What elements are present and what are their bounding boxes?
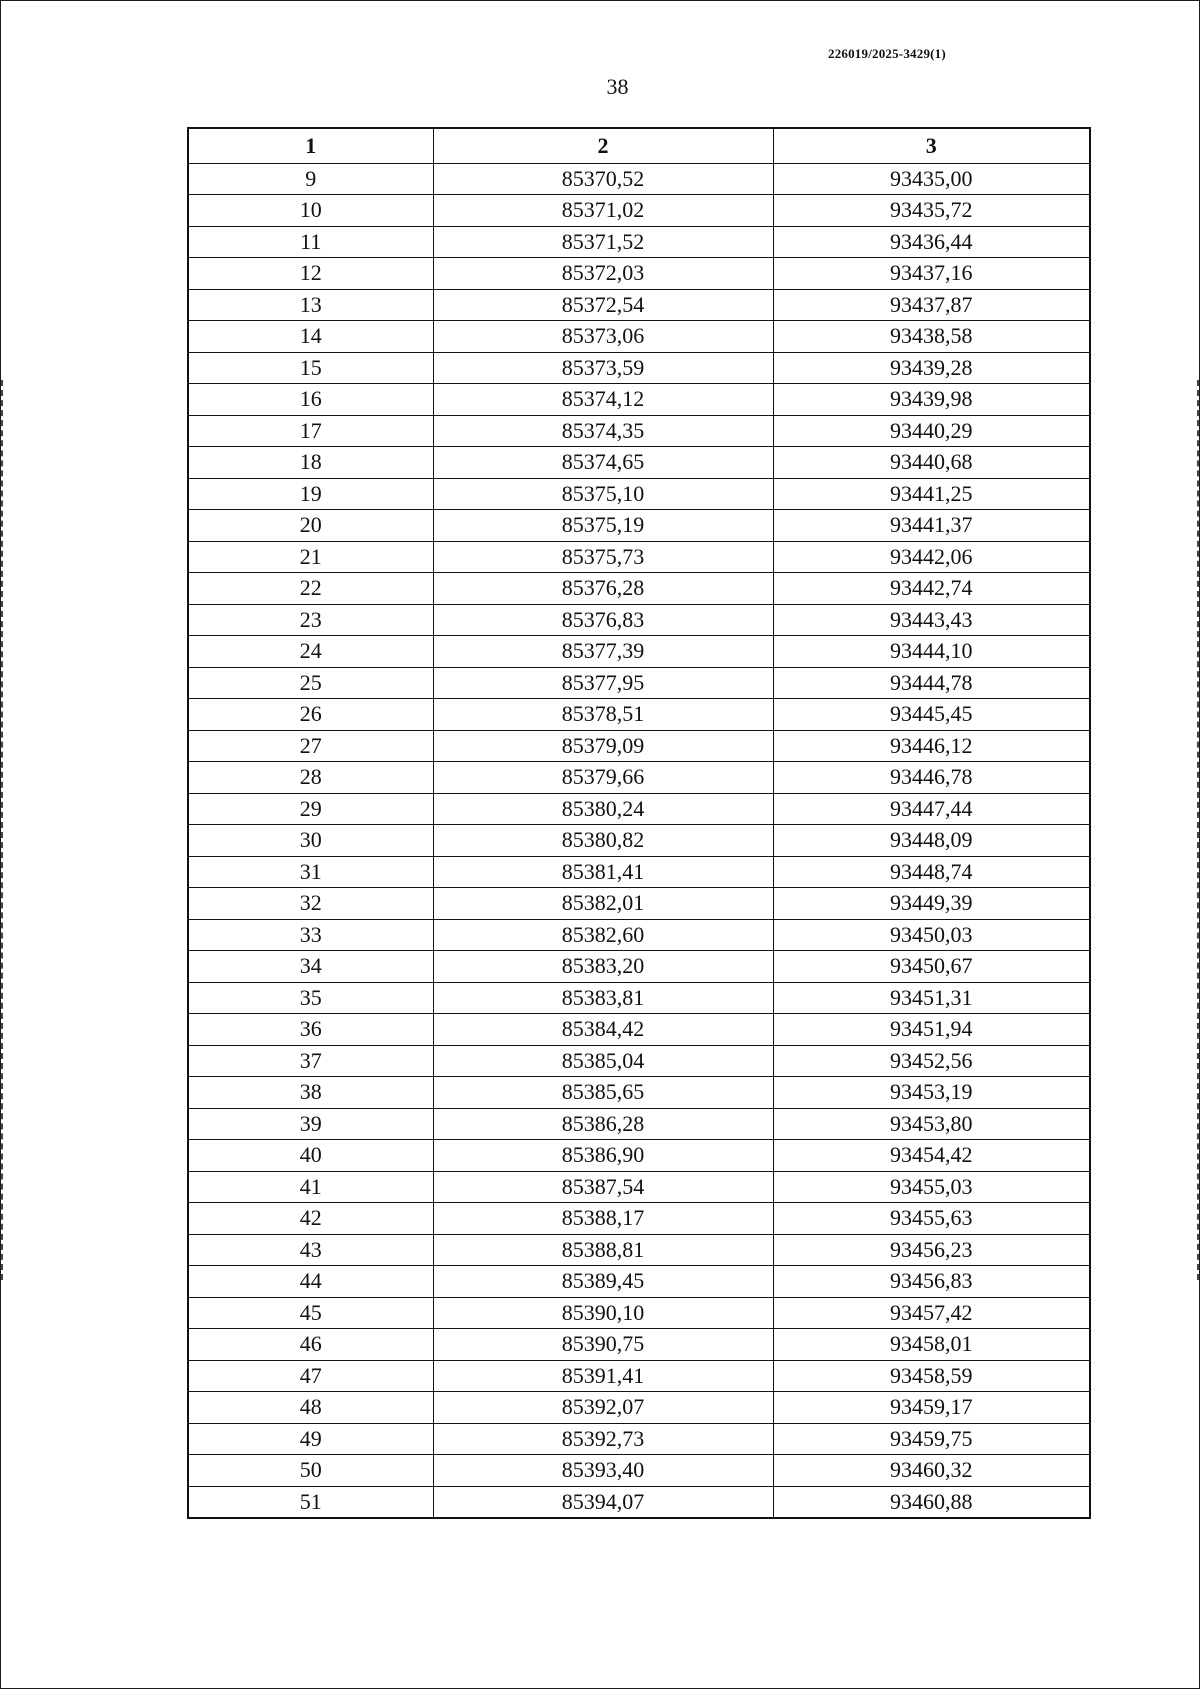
cell-y-value: 93448,74 xyxy=(773,856,1090,888)
table-row xyxy=(188,699,1090,731)
cell-x-value: 85377,39 xyxy=(433,636,773,668)
cell-point-number: 10 xyxy=(188,195,433,227)
table-row xyxy=(188,447,1090,479)
table-row xyxy=(188,1077,1090,1109)
table-row xyxy=(188,1486,1090,1518)
cell-point-number: 41 xyxy=(188,1171,433,1203)
cell-point-number: 27 xyxy=(188,730,433,762)
cell-x-value: 85380,24 xyxy=(433,793,773,825)
cell-y-value: 93453,80 xyxy=(773,1108,1090,1140)
table-row xyxy=(188,1140,1090,1172)
cell-y-value: 93456,83 xyxy=(773,1266,1090,1298)
cell-point-number: 36 xyxy=(188,1014,433,1046)
cell-x-value: 85372,03 xyxy=(433,258,773,290)
cell-y-value: 93459,17 xyxy=(773,1392,1090,1424)
cell-y-value: 93456,23 xyxy=(773,1234,1090,1266)
cell-y-value: 93435,00 xyxy=(773,163,1090,195)
cell-point-number: 37 xyxy=(188,1045,433,1077)
cell-y-value: 93444,78 xyxy=(773,667,1090,699)
cell-x-value: 85390,10 xyxy=(433,1297,773,1329)
cell-point-number: 39 xyxy=(188,1108,433,1140)
page-number: 38 xyxy=(606,74,629,99)
cell-point-number: 33 xyxy=(188,919,433,951)
table-row xyxy=(188,825,1090,857)
table-row xyxy=(188,1360,1090,1392)
cell-point-number: 45 xyxy=(188,1297,433,1329)
cell-y-value: 93446,12 xyxy=(773,730,1090,762)
table-row xyxy=(188,195,1090,227)
cell-point-number: 48 xyxy=(188,1392,433,1424)
cell-point-number: 51 xyxy=(188,1486,433,1518)
cell-point-number: 47 xyxy=(188,1360,433,1392)
cell-point-number: 22 xyxy=(188,573,433,605)
cell-y-value: 93444,10 xyxy=(773,636,1090,668)
cell-y-value: 93450,03 xyxy=(773,919,1090,951)
cell-point-number: 21 xyxy=(188,541,433,573)
scan-edge-left xyxy=(1,380,3,1280)
table-row xyxy=(188,919,1090,951)
cell-point-number: 49 xyxy=(188,1423,433,1455)
cell-y-value: 93451,94 xyxy=(773,1014,1090,1046)
cell-y-value: 93441,25 xyxy=(773,478,1090,510)
cell-x-value: 85375,73 xyxy=(433,541,773,573)
cell-x-value: 85376,83 xyxy=(433,604,773,636)
table-row xyxy=(188,510,1090,542)
document-reference: 226019/2025-3429(1) xyxy=(828,46,946,61)
table-row xyxy=(188,163,1090,195)
cell-y-value: 93445,45 xyxy=(773,699,1090,731)
cell-x-value: 85392,73 xyxy=(433,1423,773,1455)
table-row xyxy=(188,762,1090,794)
table-row xyxy=(188,352,1090,384)
cell-y-value: 93442,06 xyxy=(773,541,1090,573)
cell-x-value: 85384,42 xyxy=(433,1014,773,1046)
cell-point-number: 9 xyxy=(188,163,433,195)
cell-point-number: 40 xyxy=(188,1140,433,1172)
cell-x-value: 85383,81 xyxy=(433,982,773,1014)
table-row xyxy=(188,289,1090,321)
cell-x-value: 85381,41 xyxy=(433,856,773,888)
cell-point-number: 13 xyxy=(188,289,433,321)
cell-point-number: 17 xyxy=(188,415,433,447)
cell-point-number: 24 xyxy=(188,636,433,668)
cell-point-number: 38 xyxy=(188,1077,433,1109)
cell-x-value: 85373,06 xyxy=(433,321,773,353)
cell-y-value: 93443,43 xyxy=(773,604,1090,636)
cell-point-number: 30 xyxy=(188,825,433,857)
cell-y-value: 93460,32 xyxy=(773,1455,1090,1487)
cell-point-number: 46 xyxy=(188,1329,433,1361)
cell-x-value: 85374,65 xyxy=(433,447,773,479)
cell-y-value: 93439,28 xyxy=(773,352,1090,384)
cell-x-value: 85372,54 xyxy=(433,289,773,321)
cell-y-value: 93458,59 xyxy=(773,1360,1090,1392)
table-row xyxy=(188,888,1090,920)
cell-x-value: 85371,52 xyxy=(433,226,773,258)
column-header-2: 2 xyxy=(433,128,773,163)
cell-x-value: 85374,12 xyxy=(433,384,773,416)
table-row xyxy=(188,541,1090,573)
table-row xyxy=(188,1297,1090,1329)
cell-point-number: 42 xyxy=(188,1203,433,1235)
cell-point-number: 31 xyxy=(188,856,433,888)
cell-x-value: 85385,04 xyxy=(433,1045,773,1077)
cell-x-value: 85373,59 xyxy=(433,352,773,384)
table-header xyxy=(188,128,1090,163)
cell-y-value: 93452,56 xyxy=(773,1045,1090,1077)
coordinates-table xyxy=(187,127,1091,1519)
table-row xyxy=(188,415,1090,447)
cell-y-value: 93455,63 xyxy=(773,1203,1090,1235)
cell-point-number: 16 xyxy=(188,384,433,416)
table-row xyxy=(188,1014,1090,1046)
header-row xyxy=(188,128,1090,163)
cell-point-number: 25 xyxy=(188,667,433,699)
table-row xyxy=(188,1234,1090,1266)
table-row xyxy=(188,1108,1090,1140)
cell-x-value: 85377,95 xyxy=(433,667,773,699)
cell-point-number: 28 xyxy=(188,762,433,794)
cell-y-value: 93440,68 xyxy=(773,447,1090,479)
cell-y-value: 93457,42 xyxy=(773,1297,1090,1329)
cell-point-number: 29 xyxy=(188,793,433,825)
cell-y-value: 93446,78 xyxy=(773,762,1090,794)
cell-x-value: 85371,02 xyxy=(433,195,773,227)
table-row xyxy=(188,1266,1090,1298)
cell-x-value: 85374,35 xyxy=(433,415,773,447)
cell-y-value: 93447,44 xyxy=(773,793,1090,825)
cell-point-number: 23 xyxy=(188,604,433,636)
cell-point-number: 34 xyxy=(188,951,433,983)
table-row xyxy=(188,1203,1090,1235)
cell-x-value: 85383,20 xyxy=(433,951,773,983)
cell-y-value: 93435,72 xyxy=(773,195,1090,227)
cell-y-value: 93440,29 xyxy=(773,415,1090,447)
table-row xyxy=(188,1171,1090,1203)
cell-x-value: 85375,10 xyxy=(433,478,773,510)
cell-x-value: 85390,75 xyxy=(433,1329,773,1361)
cell-point-number: 15 xyxy=(188,352,433,384)
cell-x-value: 85387,54 xyxy=(433,1171,773,1203)
table-row xyxy=(188,573,1090,605)
cell-y-value: 93455,03 xyxy=(773,1171,1090,1203)
cell-point-number: 26 xyxy=(188,699,433,731)
cell-y-value: 93451,31 xyxy=(773,982,1090,1014)
cell-x-value: 85379,09 xyxy=(433,730,773,762)
cell-point-number: 12 xyxy=(188,258,433,290)
table-row xyxy=(188,1045,1090,1077)
cell-x-value: 85380,82 xyxy=(433,825,773,857)
cell-point-number: 50 xyxy=(188,1455,433,1487)
cell-x-value: 85393,40 xyxy=(433,1455,773,1487)
table-row xyxy=(188,951,1090,983)
table-row xyxy=(188,258,1090,290)
cell-point-number: 32 xyxy=(188,888,433,920)
table-row xyxy=(188,667,1090,699)
cell-x-value: 85389,45 xyxy=(433,1266,773,1298)
cell-x-value: 85385,65 xyxy=(433,1077,773,1109)
cell-y-value: 93437,16 xyxy=(773,258,1090,290)
cell-x-value: 85391,41 xyxy=(433,1360,773,1392)
table-row xyxy=(188,730,1090,762)
table-row xyxy=(188,1329,1090,1361)
cell-x-value: 85394,07 xyxy=(433,1486,773,1518)
cell-x-value: 85388,81 xyxy=(433,1234,773,1266)
cell-y-value: 93460,88 xyxy=(773,1486,1090,1518)
table-body xyxy=(188,163,1090,1518)
cell-x-value: 85375,19 xyxy=(433,510,773,542)
table-row xyxy=(188,226,1090,258)
cell-y-value: 93453,19 xyxy=(773,1077,1090,1109)
cell-y-value: 93441,37 xyxy=(773,510,1090,542)
cell-point-number: 43 xyxy=(188,1234,433,1266)
table-row xyxy=(188,856,1090,888)
cell-point-number: 44 xyxy=(188,1266,433,1298)
cell-point-number: 35 xyxy=(188,982,433,1014)
cell-point-number: 20 xyxy=(188,510,433,542)
table-row xyxy=(188,478,1090,510)
cell-y-value: 93442,74 xyxy=(773,573,1090,605)
cell-point-number: 14 xyxy=(188,321,433,353)
table-row xyxy=(188,1392,1090,1424)
table-row xyxy=(188,321,1090,353)
cell-x-value: 85386,90 xyxy=(433,1140,773,1172)
table-row xyxy=(188,982,1090,1014)
cell-y-value: 93448,09 xyxy=(773,825,1090,857)
cell-x-value: 85386,28 xyxy=(433,1108,773,1140)
table-row xyxy=(188,636,1090,668)
cell-point-number: 18 xyxy=(188,447,433,479)
cell-x-value: 85392,07 xyxy=(433,1392,773,1424)
table-row xyxy=(188,604,1090,636)
cell-y-value: 93449,39 xyxy=(773,888,1090,920)
cell-y-value: 93439,98 xyxy=(773,384,1090,416)
column-header-1: 1 xyxy=(188,128,433,163)
cell-point-number: 11 xyxy=(188,226,433,258)
cell-x-value: 85370,52 xyxy=(433,163,773,195)
cell-x-value: 85379,66 xyxy=(433,762,773,794)
cell-x-value: 85376,28 xyxy=(433,573,773,605)
table-row xyxy=(188,1455,1090,1487)
cell-y-value: 93438,58 xyxy=(773,321,1090,353)
cell-y-value: 93459,75 xyxy=(773,1423,1090,1455)
cell-x-value: 85378,51 xyxy=(433,699,773,731)
cell-y-value: 93437,87 xyxy=(773,289,1090,321)
cell-y-value: 93450,67 xyxy=(773,951,1090,983)
cell-y-value: 93436,44 xyxy=(773,226,1090,258)
cell-x-value: 85388,17 xyxy=(433,1203,773,1235)
table-row xyxy=(188,1423,1090,1455)
cell-y-value: 93454,42 xyxy=(773,1140,1090,1172)
table-row xyxy=(188,384,1090,416)
cell-point-number: 19 xyxy=(188,478,433,510)
cell-x-value: 85382,60 xyxy=(433,919,773,951)
scan-edge-right xyxy=(1197,380,1199,1280)
table-row xyxy=(188,793,1090,825)
column-header-3: 3 xyxy=(773,128,1090,163)
cell-y-value: 93458,01 xyxy=(773,1329,1090,1361)
cell-x-value: 85382,01 xyxy=(433,888,773,920)
